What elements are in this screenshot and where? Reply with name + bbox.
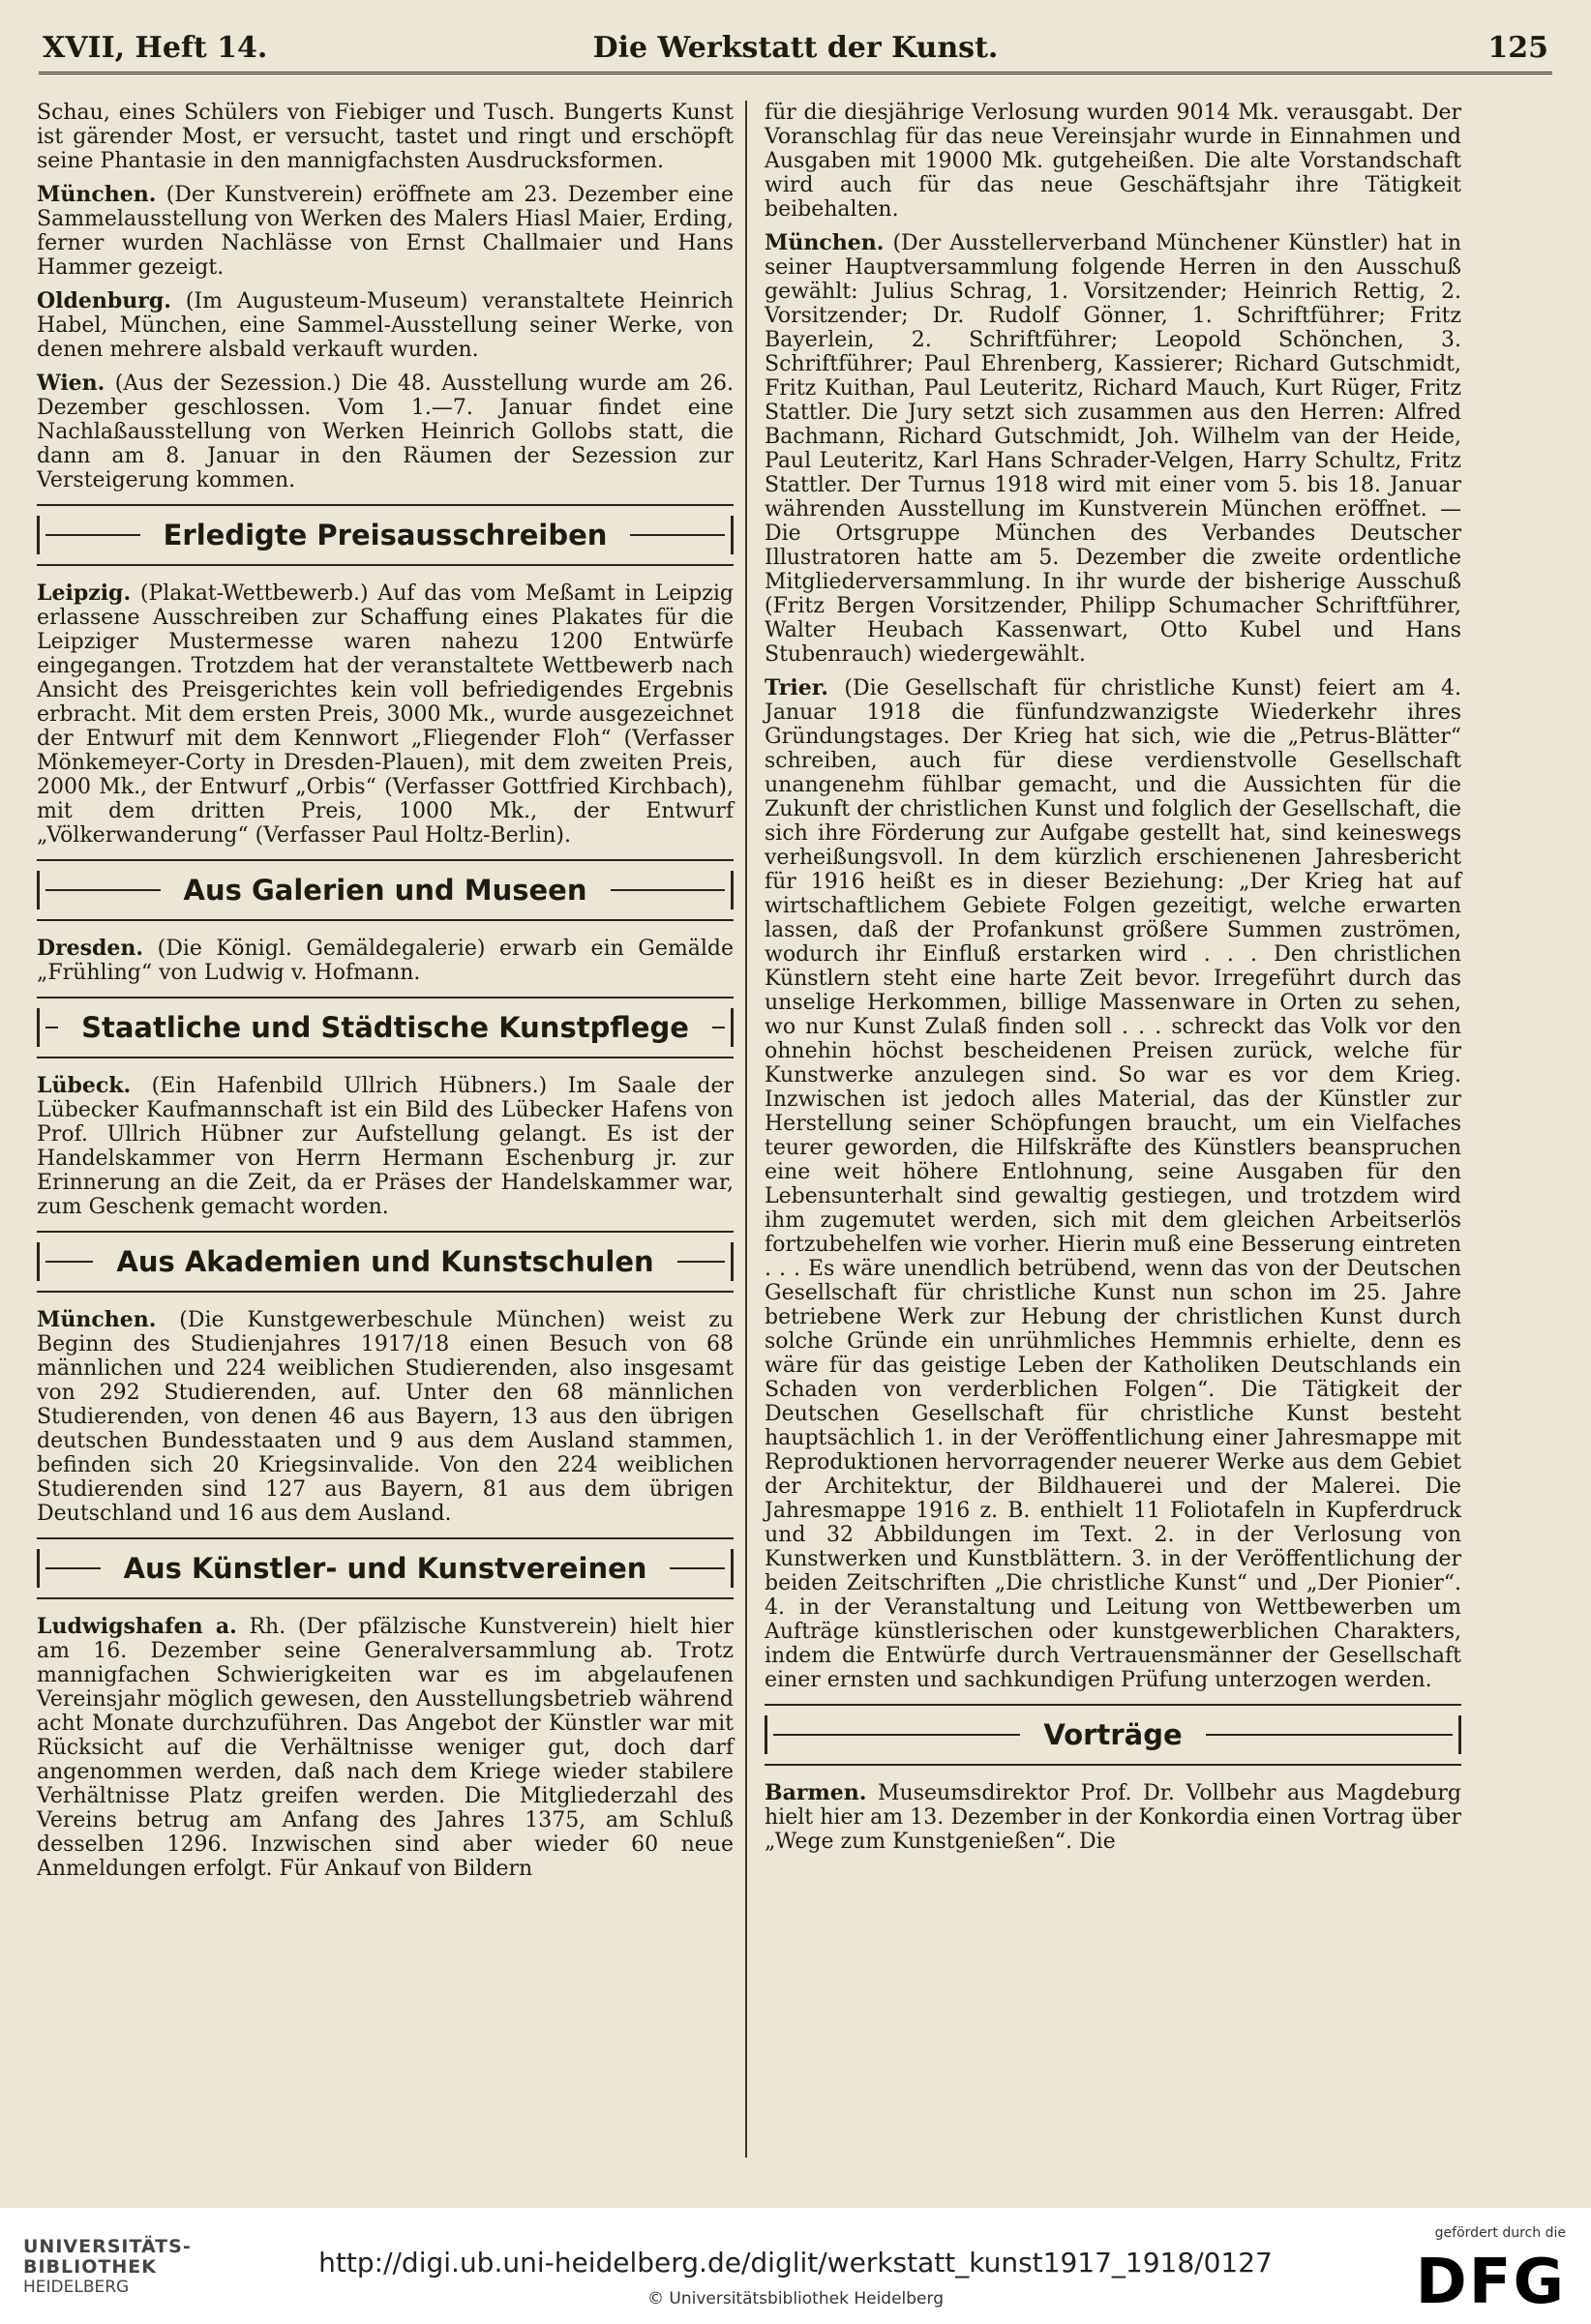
place-name: Leipzig. [37, 581, 132, 606]
place-name: München. [37, 182, 157, 207]
rule-line [45, 534, 140, 536]
entry-oldenburg: Oldenburg. (Im Augusteum-Museum) veranstaltete Heinrich Habel, München, eine Sammel-Ausstellung seiner Werke, von denen mehrere alsbald verkauft wurden. [37, 288, 734, 362]
rule-mark [37, 1549, 40, 1588]
entry-barmen: Barmen. Museumsdirektor Prof. Dr. Vollbehr aus Magdeburg hielt hier am 13. Dezember in der Konkordia einen Vortrag über „Wege zum Kunstgenießen“. Die [765, 1780, 1461, 1854]
place-name: Barmen. [765, 1780, 867, 1805]
page-header [39, 29, 1552, 74]
rule-line [670, 1567, 725, 1569]
journal-title: Die Werkstatt der Kunst. [592, 31, 999, 65]
entry-dresden: Dresden. (Die Königl. Gemäldegalerie) erwarb ein Gemälde „Frühling“ von Ludwig v. Hofmann. [37, 936, 734, 985]
place-name: Wien. [37, 371, 105, 396]
rule-line [45, 1027, 58, 1028]
dfg-logo[interactable]: DFG [1415, 2247, 1566, 2318]
entry-leipzig: Leipzig. (Plakat-Wettbewerb.) Auf das vom Meßamt in Leipzig erlassene Ausschreiben zur Schaffung eines Plakates für die Leipziger Mustermesse waren nahezu 1200 Entwürfe eingegangen. Trotzdem hat der veranstaltete Wettbewerb nach Ansicht des Preisgerichtes kein voll befriedigendes Ergebnis erbracht. Mit dem ersten Preis, 3000 Mk., wurde ausgezeichnet der Entwurf mit dem Kennwort „Fliegender Floh“ (Verfasser Mönkemeyer-Corty in Dresden-Plauen), mit dem zweiten Preis, 2000 Mk., der Entwurf „Orbis“ (Verfasser Gottfried Kirchbach), mit dem dritten Preis, 1000 Mk., der Entwurf „Völkerwanderung“ (Verfasser Paul Holtz-Berlin). [37, 581, 734, 848]
section-heading-preisausschreiben [37, 504, 734, 566]
logo-line: UNIVERSITÄTS- [23, 2236, 192, 2257]
rule-line [712, 1027, 725, 1028]
rule-mark [37, 871, 40, 909]
place-name: Trier. [765, 675, 828, 700]
place-name: Oldenburg. [37, 288, 171, 313]
section-heading-kunstpflege [37, 997, 734, 1058]
entry-continuation: für die diesjährige Verlosung wurden 9014 Mk. verausgabt. Der Voranschlag für das neue Vereinsjahr wurde in Einnahmen und Ausgaben mit 19000 Mk. gutgeheißen. Die alte Vorstandschaft wird auch für das neue Geschäftsjahr ihre Tätigkeit beibehalten. [765, 101, 1461, 222]
place-name: Dresden. [37, 936, 144, 961]
rule-line [773, 1734, 1020, 1736]
rule-mark [731, 1549, 734, 1588]
entry-muenchen-ausstellerverband: München. (Der Ausstellerverband Münchener Künstler) hat in seiner Hauptversammlung folgende Herren in den Ausschuß gewählt: Julius Schrag, 1. Vorsitzender; Heinrich Rettig, 2. Vorsitzender; Dr. Rudolf Gönner, 1. Schriftführer; Fritz Bayerlein, 2. Schriftführer; Leopold Schönchen, 3. Schriftführer; Paul Ehrenberg, Kassierer; Richard Gutschmidt, Fritz Kuithan, Paul Leuteritz, Richard Mauch, Kurt Rüger, Fritz Stattler. Die Jury setzt sich zusammen aus den Herren: Alfred Bachmann, Richard Gutschmidt, Joh. Wilhelm van der Heide, Paul Leuteritz, Karl Hans Schrader-Velgen, Harry Schultz, Fritz Stattler. Der Turnus 1918 wird mit einer vom 5. bis 18. Januar währenden Ausstellung im Kunstverein München eröffnet. — Die Ortsgruppe München des Verbandes Deutscher Illustratoren hatte am 5. Dezember die zweite ordentliche Mitgliederversammlung. In ihr wurde der bisherige Ausschuß (Fritz Bergen Vorsitzender, Philipp Schumacher Schriftführer, Walter Heubach Kassenwart, Otto Kubel und Hans Stubenrauch) wiedergewählt. [765, 230, 1461, 667]
viewer-footer [0, 2208, 1591, 2324]
rule-mark [37, 1008, 40, 1047]
section-title: Erledigte Preisausschreiben [163, 519, 608, 551]
entry-trier: Trier. (Die Gesellschaft für christliche Kunst) feiert am 4. Januar 1918 die fünfundzwanzigste Wiederkehr ihres Gründungstages. Der Krieg hat sich, wie die „Petrus-Blätter“ schreiben, auch für diese verdienstvolle Gesellschaft unangenehm fühlbar gemacht, und die Aussichten für die Zukunft der christlichen Kunst und folglich der Gesellschaft, die sich ihre Förderung zur Aufgabe gestellt hat, sind keineswegs verheißungsvoll. In dem kürzlich erschienenen Jahresbericht für 1916 heißt es in dieser Beziehung: „Der Krieg hat auf wirtschaftlichem Gebiete Folgen gezeitigt, welche erwarten lassen, daß der Profankunst größere Summen zuströmen, wodurch ihr Einfluß erstarken wird . . . Den christlichen Künstlern steht eine harte Zeit bevor. Irregeführt durch das unselige Herkommen, billige Massenware in Orten zu sehen, wo nur Kunst Zulaß finden soll . . . schreckt das Volk vor den ohnehin höchst bescheidenen Preisen zurück, welche für Kunstwerke anzulegen sind. So war es vor dem Krieg. Inzwischen ist jedoch alles Material, das der Künstler zur Herstellung seiner Schöpfungen braucht, um ein Vielfaches teurer geworden, die Hilfskräfte des Künstlers beanspruchen eine weit höhere Entlohnung, seine Ausgaben für den Lebensunterhalt sind gewaltig gestiegen, und trotzdem wird ihm zugemutet werden, sich mit dem gleichen Arbeitserlös fortzubehelfen wie vorher. Hierin muß eine Besserung eintreten . . . Es wäre unendlich betrübend, wenn das von der Deutschen Gesellschaft für christliche Kunst nun schon im 25. Jahre betriebene Werk zur Hebung der christlichen Kunst durch solche Gründe ein unrühmliches Hemmnis erhielte, denn es wäre für das geistige Leben der Katholiken Deutschlands ein Schaden von verderblichen Folgen“. Die Tätigkeit der Deutschen Gesellschaft für christliche Kunst besteht hauptsächlich 1. in der Veröffentlichung einer Jahresmappe mit Reproduktionen hervorragender neuerer Werke aus dem Gebiet der Architektur, der Bildhauerei und der Malerei. Die Jahresmappe 1916 z. B. enthielt 11 Foliotafeln in Kupferdruck und 32 Abbildungen im Text. 2. in der Verlosung von Kunstwerken und Kunstblättern. 3. in der Veröffentlichung der beiden Zeitschriften „Die christliche Kunst“ und „Der Pionier“. 4. in der Veranstaltung und Leitung von Wettbewerben um Aufträge künstlerischen oder kunstgewerblichen Charakters, indem die Entwürfe durch Vertrauensmänner der Gesellschaft einer ernsten und sachkundigen Prüfung unterzogen werden. [765, 675, 1461, 1692]
rule-mark [765, 1715, 767, 1754]
left-column [37, 101, 734, 1891]
rule-mark [37, 516, 40, 554]
rule-mark [731, 871, 734, 909]
rule-mark [37, 1242, 40, 1281]
rule-mark [731, 516, 734, 554]
section-title: Aus Akademien und Kunstschulen [116, 1245, 654, 1278]
rule-line [45, 889, 161, 891]
rule-line [611, 889, 726, 891]
logo-line: HEIDELBERG [23, 2278, 130, 2297]
rule-line [1206, 1734, 1453, 1736]
right-column [765, 101, 1461, 1863]
entry-muenchen-kunstgewerbeschule: München. (Die Kunstgewerbeschule München) weist zu Beginn des Studienjahres 1917/18 einen Besuch von 68 männlichen und 224 weiblichen Studierenden, also insgesamt von 292 Studierenden, auf. Unter den 68 männlichen Studierenden, von denen 46 aus Bayern, 13 aus den übrigen deutschen Bundesstaaten und 9 aus dem Ausland stammen, befinden sich 20 Kriegsinvalide. Von den 224 weiblichen Studierenden sind 127 aus Bayern, 81 aus dem übrigen Deutschland und 16 aus dem Ausland. [37, 1307, 734, 1526]
page-number: 125 [1487, 31, 1548, 65]
section-heading-kunstvereine [37, 1537, 734, 1599]
place-name: Ludwigshafen a. [37, 1614, 237, 1639]
section-title: Vorträge [1043, 1718, 1183, 1751]
column-divider [745, 101, 747, 2158]
rule-mark [1458, 1715, 1461, 1754]
rule-mark [731, 1008, 734, 1047]
section-heading-vortraege [765, 1704, 1461, 1766]
place-name: München. [765, 230, 885, 255]
entry-muenchen-kunstverein: München. (Der Kunstverein) eröffnete am 23. Dezember eine Sammelausstellung von Werken des Malers Hiasl Maier, Erding, ferner wurden Nachlässe von Ernst Challmaier und Hans Hammer gezeigt. [37, 182, 734, 280]
section-title: Staatliche und Städtische Kunstpflege [81, 1011, 689, 1044]
rule-line [45, 1261, 93, 1263]
place-name: Lübeck. [37, 1073, 132, 1098]
section-title: Aus Galerien und Museen [183, 874, 587, 907]
rule-line [630, 534, 725, 536]
place-name: München. [37, 1307, 157, 1332]
issue-label: XVII, Heft 14. [43, 31, 268, 65]
rule-mark [731, 1242, 734, 1281]
section-heading-galerien [37, 859, 734, 921]
funding-note: gefördert durch die [1434, 2225, 1566, 2241]
rule-line [677, 1261, 725, 1263]
permalink[interactable]: http://digi.ub.uni-heidelberg.de/diglit/werkstatt_kunst1917_1918/0127 [318, 2247, 1273, 2279]
entry-luebeck: Lübeck. (Ein Hafenbild Ullrich Hübners.) Im Saale der Lübecker Kaufmannschaft ist ein Bild des Lübecker Hafens von Prof. Ullrich Hübner zur Aufstellung gelangt. Es ist der Handelskammer von Herrn Hermann Eschenburg jr. zur Erinnerung an die Zeit, da er Präses der Handelskammer war, zum Geschenk gemacht worden. [37, 1073, 734, 1219]
logo-line: BIBLIOTHEK [23, 2256, 157, 2278]
section-heading-akademien [37, 1231, 734, 1293]
entry-intro: Schau, eines Schülers von Fiebiger und Tusch. Bungerts Kunst ist gärender Most, er versucht, tastet und ringt und erschöpft seine Phantasie in den mannigfachsten Ausdrucksformen. [37, 101, 734, 173]
rule-line [45, 1567, 101, 1569]
entry-wien: Wien. (Aus der Sezession.) Die 48. Ausstellung wurde am 26. Dezember geschlossen. Vom 1.—7. Januar findet eine Nachlaßausstellung von Werken Heinrich Gollobs statt, die dann am 8. Januar in den Räumen der Sezession zur Versteigerung kommen. [37, 371, 734, 492]
copyright-notice: © Universitätsbibliothek Heidelberg [646, 2289, 944, 2309]
entry-ludwigshafen: Ludwigshafen a. Rh. (Der pfälzische Kunstverein) hielt hier am 16. Dezember seine Generalversammlung ab. Trotz mannigfachen Schwierigkeiten war es im abgelaufenen Vereinsjahr möglich gewesen, den Ausstellungsbetrieb während acht Monate durchzuführen. Das Angebot der Künstler war mit Rücksicht auf die Verhältnisse weniger gut, doch darf angenommen werden, daß nach dem Kriege wieder stabilere Verhältnisse Platz greifen werden. Die Mitgliederzahl des Vereins betrug am Anfang des Jahres 1375, am Schluß desselben 1296. Inzwischen sind aber wieder 60 neue Anmeldungen erfolgt. Für Ankauf von Bildern [37, 1614, 734, 1881]
section-title: Aus Künstler- und Kunstvereinen [123, 1552, 647, 1585]
